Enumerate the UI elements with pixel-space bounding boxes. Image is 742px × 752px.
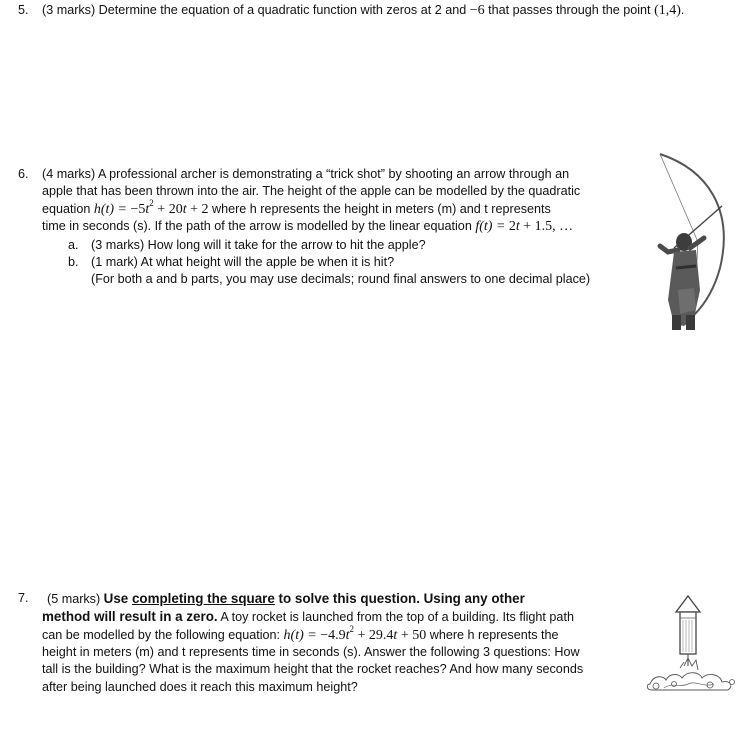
q6-line1: (4 marks) A professional archer is demonstrating a “trick shot” by shooting an arrow through an (42, 167, 570, 181)
q6-line3-post: where h represents the height in meters (m) and t represents (208, 202, 551, 216)
q6-eq-quadratic: $h(t) = -5t^2 + 20t + 2$ (93, 198, 209, 217)
q6-line4 (42, 218, 573, 235)
q7-bold2: to solve this question. Using any other (274, 591, 525, 606)
q7-line6: after being launched does it reach this maximum height? (42, 680, 358, 694)
q7-number: 7. (18, 591, 29, 605)
q6-part-a-label: a. (68, 238, 79, 252)
rocket-drawing-icon (644, 592, 740, 702)
archer-photo-icon (638, 150, 738, 330)
q7-line3-pre: can be modelled by the following equation: (42, 628, 284, 642)
q7-bold-underlined: completing the square (131, 591, 275, 606)
q5-number: 5. (18, 3, 29, 17)
q7-bold3: method will result in a zero. (42, 609, 218, 624)
q6-line4-pre: time in seconds (s). If the path of the arrow is modelled by the linear equation (42, 219, 476, 233)
q7-line2-post: A toy rocket is launched from the top of a building. Its flight path (217, 610, 574, 624)
q6-line2: apple that has been thrown into the air. The height of the apple can be modelled by the quadratic (42, 184, 581, 198)
q7-bold1: Use (103, 591, 132, 606)
q6-eq-linear: f(t) = 2t + 1.5, … (475, 219, 574, 234)
q7-line3 (42, 624, 559, 644)
q7-eq-rocket: $h(t) = -4.9t^2 + 29.4t + 50$ (283, 624, 427, 643)
q7-line5: tall is the building? What is the maximum height that the rocket reaches? And how many seconds (42, 662, 584, 676)
q6-number: 6. (18, 167, 29, 181)
q5-text-b: that passes through the point (484, 3, 655, 17)
q7-line3-post: where h represents the (426, 628, 559, 642)
q6-part-a: (3 marks) How long will it take for the arrow to hit the apple? (91, 238, 426, 252)
q6-part-b: (1 mark) At what height will the apple be when it is hit? (91, 255, 395, 269)
q6-line3 (42, 198, 551, 218)
q7-line1 (47, 590, 525, 608)
q5-point: (1,4) (654, 3, 681, 18)
q5-text (42, 2, 684, 19)
q7-line4: height in meters (m) and t represents time in seconds (s). Answer the following 3 questions: How (42, 645, 580, 659)
q7-line2 (42, 608, 574, 626)
q5-text-a: (3 marks) Determine the equation of a quadratic function with zeros at 2 and (42, 3, 470, 17)
q6-line3-pre: equation (42, 202, 94, 216)
q5-period: . (680, 3, 685, 17)
q5-neg-six: −6 (469, 3, 485, 18)
q6-note: (For both a and b parts, you may use decimals; round final answers to one decimal place) (91, 272, 591, 286)
q6-part-b-label: b. (68, 255, 79, 269)
q7-marks: (5 marks) (47, 592, 104, 606)
